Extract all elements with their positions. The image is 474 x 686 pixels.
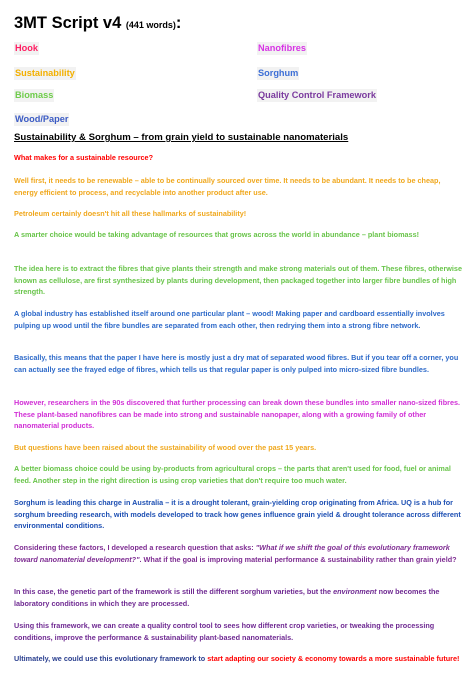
legend-wood-paper: Wood/Paper [15,114,69,124]
legend-biomass: Biomass [15,90,54,100]
paragraph-fibres: The idea here is to extract the fibres that give plants their strength and make strong materials out of them. These fibres, otherwise known as cellulose, are first synthesized by plants during development, then packaged together into larger fibre bundles of high strength. [14,264,462,297]
research-question-lead: Considering these factors, I developed a research question that asks: [14,543,256,552]
paragraph-petroleum: Petroleum certainly doesn't hit all these hallmarks of sustainability! [14,209,247,218]
legend-quality-control-framework: Quality Control Framework [258,90,376,100]
framework-lead: In this case, the genetic part of the framework is still the different sorghum varieties, but the [14,587,334,596]
paragraph-wood-sustainability: But questions have been raised about the sustainability of wood over the past 15 years. [14,443,317,452]
paragraph-quality-control: Using this framework, we can create a quality control tool to sees how different crop varieties, or tweaking the processing conditions, improve the performance & sustainability plant-based nanomaterials. [14,621,435,642]
framework-environment: environment [333,587,377,596]
conclusion-highlight: start adapting our society & economy towards a more sustainable future! [207,654,460,663]
section-heading: Sustainability & Sorghum – from grain yield to sustainable nanomaterials [14,132,349,143]
paragraph-wood-industry: A global industry has established itself around one particular plant – wood! Making paper and cardboard essentially involves pulping up wood until the fibre bundles are separated from each other, then redrying them into a strong fibre network. [14,309,445,330]
legend-hook: Hook [15,43,38,53]
color-legend [14,40,464,130]
framework-tail: now becomes the laboratory conditions in which they are processed. [14,587,440,608]
title-colon: : [175,14,182,32]
paragraph-nanofibres: However, researchers in the 90s discovered that further processing can break down these bundles into smaller nano-sized fibres. These plant-based nanofibres can be made into strong and sustainable nanopaper, along with a growing family of other nanomaterial products. [14,398,461,431]
title-text: 3MT Script v4 [14,14,122,32]
research-question-tail: . What if the goal is improving material performance & sustainability rather than grain yield? [139,554,457,564]
document-title [14,14,181,33]
paragraph-framework [14,586,462,609]
paragraph-research-question [14,542,462,565]
paragraph-plant-biomass: A smarter choice would be taking advantage of resources that grows across the world in abundance – plant biomass! [14,230,420,239]
paragraph-paper: Basically, this means that the paper I have here is mostly just a dry mat of separated wood fibres. But if you tear off a corner, you can actually see the frayed edge of fibres, which tells us that regular paper is only pulped into micro-sized fibre bundles. [14,353,459,374]
paragraph-hook: What makes for a sustainable resource? [14,153,154,162]
paragraph-biomass-choice: A better biomass choice could be using by-products from agricultural crops – the parts that aren't used for food, fuel or animal feed. Another step in the right direction is using crop varieties that don't require too much water. [14,464,451,485]
conclusion-lead: Ultimately, we could use this evolutionary framework to [14,654,208,663]
legend-nanofibres: Nanofibres [258,43,306,53]
paragraph-conclusion [14,653,462,665]
paragraph-sustainability-definition: Well first, it needs to be renewable – able to be continually sourced over time. It needs to be abundant. It needs to be cheap, energy efficient to process, and recyclable into another product after use. [14,176,441,197]
paragraph-sorghum: Sorghum is leading this charge in Australia – it is a drought tolerant, grain-yielding crop originating from Africa. UQ is a hub for sorghum breeding research, with models developed to track how genes influence grain yield & drought tolerance across different environmental conditions. [14,498,461,531]
legend-sorghum: Sorghum [258,68,299,78]
legend-sustainability: Sustainability [15,68,75,78]
research-question-quote: "What if we shift the goal of this evolutionary framework toward nanomaterial development?" [14,543,450,564]
word-count: (441 words) [125,20,176,30]
